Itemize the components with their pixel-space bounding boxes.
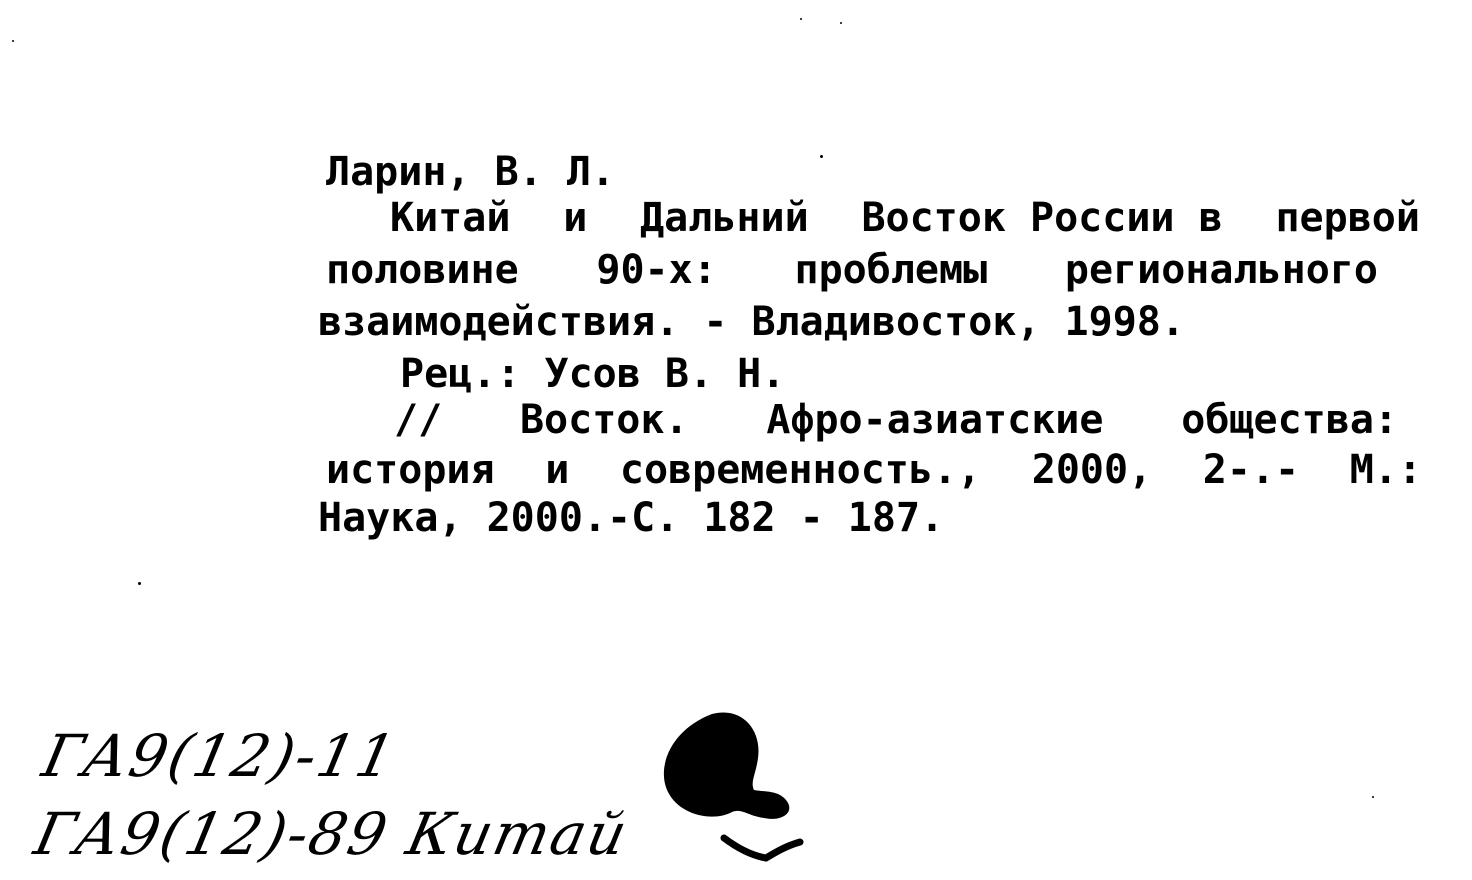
title-word: Китай [390, 195, 511, 241]
title-word: регионального [1064, 247, 1378, 293]
title-word: Дальний [640, 195, 809, 241]
paper-speck [800, 18, 802, 20]
source-word: М.: [1349, 447, 1422, 493]
title-word: 90-х: [596, 247, 717, 293]
title-word: и [563, 195, 588, 241]
source-word: и [545, 447, 570, 493]
source-word: 2-.- [1202, 447, 1300, 493]
title-word: первой [1275, 195, 1420, 241]
title-word: Восток России в [861, 195, 1223, 241]
source-word: Восток. [519, 397, 689, 443]
paper-speck [12, 40, 14, 42]
title-word: проблемы [794, 247, 988, 293]
source-line-3: Наука, 2000.-С. 182 - 187. [318, 495, 945, 541]
source-line-1 [394, 398, 1398, 442]
author-line: Ларин, В. Л. [326, 149, 615, 195]
reviewer-line: Рец.: Усов В. Н. [400, 351, 786, 397]
source-word: Афро-азиатские [766, 397, 1104, 443]
shelf-code-1: ГА9(12)-11 [36, 722, 403, 790]
title-line-2 [326, 248, 1378, 292]
paper-speck [138, 582, 141, 585]
title-word: половине [326, 247, 519, 293]
source-word: современность., [619, 447, 982, 493]
source-word: // [394, 397, 443, 443]
title-line-1 [390, 196, 1420, 240]
source-line-2 [326, 448, 1422, 492]
source-word: история [326, 447, 495, 493]
paper-speck [1372, 796, 1374, 798]
title-line-3: взаимодействия. - Владивосток, 1998. [318, 299, 1185, 345]
source-word: общества: [1181, 397, 1398, 443]
paper-speck [840, 22, 842, 24]
shelf-code-2: ГА9(12)-89 Китай [28, 800, 635, 868]
ink-blot-stamp-icon [650, 700, 820, 880]
source-word: 2000, [1031, 447, 1153, 493]
paper-speck [820, 155, 823, 158]
